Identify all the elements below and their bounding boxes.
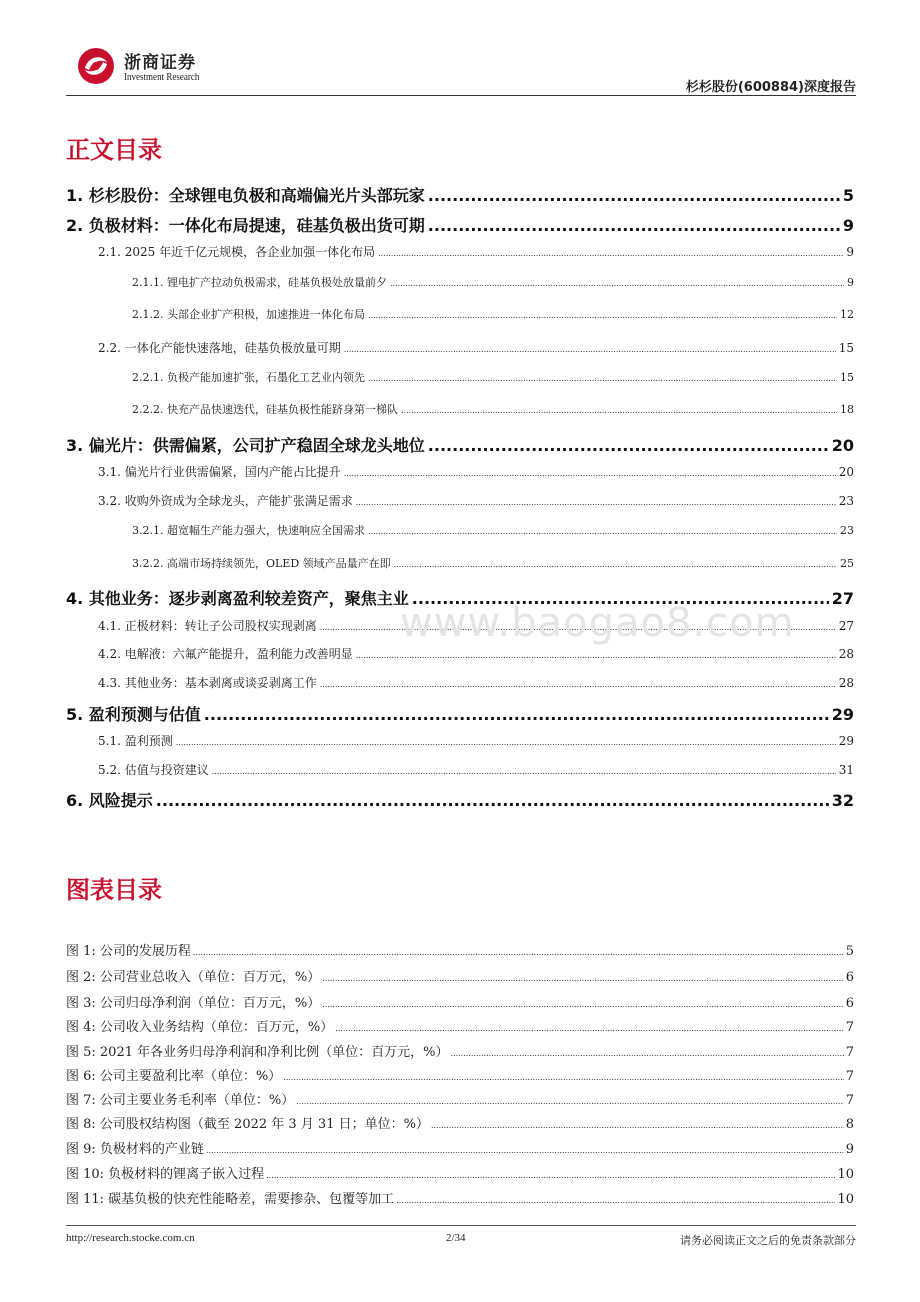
toc-entry[interactable]: 5.1. 盈利预测 ..... 29 [98, 732, 854, 749]
figure-entry[interactable]: 图 4: 公司收入业务结构（单位：百万元，%） ..... 7 [66, 1016, 854, 1035]
toc-entry[interactable]: 3.1. 偏光片行业供需偏紧，国内产能占比提升 ..... 20 [98, 463, 854, 480]
toc-heading: 正文目录 [66, 136, 162, 164]
figure-entry[interactable]: 图 5: 2021 年各业务归母净利润和净利比例（单位：百万元，%） ..... 7 [66, 1041, 854, 1060]
toc-entry[interactable]: 2.1.2. 头部企业扩产积极，加速推进一体化布局 ..... 12 [132, 306, 854, 322]
footer-divider [66, 1225, 856, 1226]
figure-entry[interactable]: 图 10: 负极材料的锂离子嵌入过程 ..... 10 [66, 1163, 854, 1182]
figure-entry[interactable]: 图 7: 公司主要业务毛利率（单位：%） ..... 7 [66, 1089, 854, 1108]
page-number: 2/34 [446, 1232, 466, 1244]
disclaimer-notice: 请务必阅读正文之后的免责条款部分 [680, 1234, 856, 1247]
toc-entry[interactable]: 4. 其他业务：逐步剥离盈利较差资产，聚焦主业 ..... 27 [66, 586, 854, 609]
figure-entry[interactable]: 图 8: 公司股权结构图（截至 2022 年 3 月 31 日；单位：%） ..... 8 [66, 1113, 854, 1132]
toc-entry[interactable]: 2.2.1. 负极产能加速扩张，石墨化工艺业内领先 ..... 15 [132, 369, 854, 385]
toc-entry[interactable]: 4.3. 其他业务：基本剥离或谈妥剥离工作 ..... 28 [98, 674, 854, 691]
figure-entry[interactable]: 图 6: 公司主要盈利比率（单位：%） ..... 7 [66, 1065, 854, 1084]
toc-entry[interactable]: 3. 偏光片：供需偏紧，公司扩产稳固全球龙头地位 ..... 20 [66, 433, 854, 456]
toc-entry[interactable]: 3.2.1. 超宽幅生产能力强大，快速响应全国需求 ..... 23 [132, 522, 854, 538]
toc-entry[interactable]: 2.2. 一体化产能快速落地，硅基负极放量可期 ..... 15 [98, 339, 854, 356]
toc-entry[interactable]: 4.2. 电解液：六氟产能提升，盈利能力改善明显 ..... 28 [98, 645, 854, 662]
toc-entry[interactable]: 6. 风险提示 ..... 32 [66, 788, 854, 811]
page-header [66, 44, 856, 96]
toc-entry[interactable]: 2. 负极材料：一体化布局提速，硅基负极出货可期 ..... 9 [66, 213, 854, 236]
figure-entry[interactable]: 图 9: 负极材料的产业链 ..... 9 [66, 1138, 854, 1157]
toc-entry[interactable]: 3.2.2. 高端市场持续领先，OLED 领域产品量产在即 ..... 25 [132, 555, 854, 571]
toc-entry[interactable]: 2.1.1. 锂电扩产拉动负极需求，硅基负极处放量前夕 ..... 9 [132, 274, 854, 290]
toc-entry[interactable]: 1. 杉杉股份：全球锂电负极和高端偏光片头部玩家 ..... 5 [66, 183, 854, 206]
figure-entry[interactable]: 图 2: 公司营业总收入（单位：百万元，%） ..... 6 [66, 966, 854, 985]
company-name-en: Investment Research [124, 71, 200, 83]
toc-entry[interactable]: 2.1. 2025 年近千亿元规模，各企业加强一体化布局 ..... 9 [98, 243, 854, 260]
toc-entry[interactable]: 5.2. 估值与投资建议 ..... 31 [98, 761, 854, 778]
figure-entry[interactable]: 图 11: 碳基负极的快充性能略差，需要掺杂、包覆等加工 ..... 10 [66, 1188, 854, 1207]
company-name-cn: 浙商证券 [124, 53, 196, 73]
footer-url-link[interactable]: http://research.stocke.com.cn [66, 1232, 195, 1244]
header-divider [66, 95, 856, 96]
figures-heading: 图表目录 [66, 876, 162, 904]
watermark: www.baogao8.com [400, 600, 795, 646]
toc-entry[interactable]: 3.2. 收购外资成为全球龙头，产能扩张满足需求 ..... 23 [98, 492, 854, 509]
report-title: 杉杉股份(600884)深度报告 [685, 80, 856, 95]
toc-entry[interactable]: 5. 盈利预测与估值 ..... 29 [66, 702, 854, 725]
toc-entry[interactable]: 4.1. 正极材料：转让子公司股权实现剥离 ..... 27 [98, 617, 854, 634]
figure-entry[interactable]: 图 3: 公司归母净利润（单位：百万元，%） ..... 6 [66, 992, 854, 1011]
toc-entry[interactable]: 2.2.2. 快充产品快速迭代，硅基负极性能跻身第一梯队 ..... 18 [132, 401, 854, 417]
figure-entry[interactable]: 图 1: 公司的发展历程 ..... 5 [66, 940, 854, 959]
zheshang-logo-icon [76, 46, 116, 86]
